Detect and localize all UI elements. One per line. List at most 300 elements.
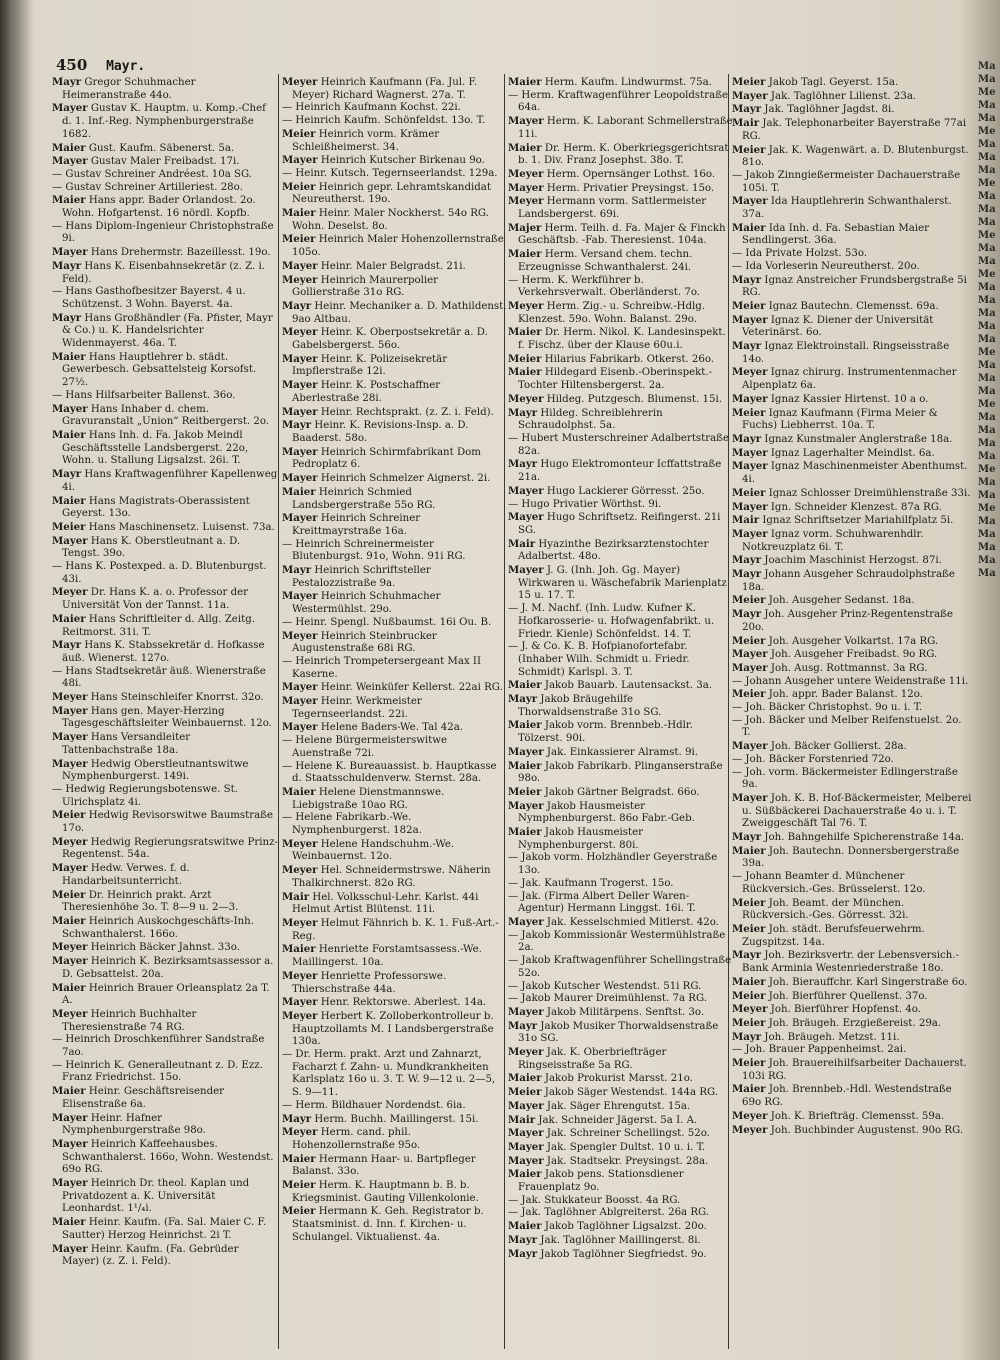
entry-details: — Joh. Bäcker Forstenried 72o.	[732, 753, 894, 765]
entry-details: Helene Handschuhm.-We. Weinbauernst. 12o.	[292, 838, 455, 863]
entry-surname: Mayr	[508, 458, 538, 471]
entry-details: — Jakob Kraftwagenführer Schellingstraße 52o.	[508, 955, 732, 979]
directory-entry	[282, 695, 508, 721]
directory-entry	[732, 393, 972, 407]
entry-details: Herm. K. Laborant Schmellerstraße 11i.	[518, 116, 733, 140]
entry-details: Heinrich Schirmfabrikant Dom Pedroplatz 6.	[292, 446, 481, 471]
directory-entry	[282, 761, 508, 786]
entry-details: — Heinr. Kutsch. Tegernseerlandst. 129a.	[282, 167, 498, 179]
directory-entry	[282, 181, 508, 207]
entry-surname: Meier	[282, 1205, 316, 1218]
entry-details: Jakob Bräugehilfe Thorwaldsenstraße 31o SG.	[518, 694, 662, 718]
directory-entry	[508, 1207, 734, 1220]
entry-details: — J. & Co. K. B. Hofpianofortefabr. (Inhaber Wilh. Schmidt u. Friedr. Schmidt) Karlspl. 3. T.	[508, 641, 690, 678]
entry-surname: Maier	[508, 826, 542, 839]
entry-details: Jakob Hausmeister Nymphenburgerst. 80i.	[518, 827, 643, 851]
entry-surname: Mayr	[732, 103, 762, 116]
entry-details: Joh. K. Briefträg. Clemensst. 59a.	[770, 1110, 945, 1122]
entry-surname: Meier	[508, 1086, 542, 1099]
entry-surname: Mayr	[732, 1030, 762, 1043]
directory-entry	[52, 351, 278, 390]
entry-surname: Mayer	[508, 1099, 544, 1112]
entry-details: Jak. K. Wagenwärt. a. D. Blutenburgst. 81o.	[742, 144, 969, 169]
directory-entry	[732, 487, 972, 501]
entry-details: Hedw. Verwes. f. d. Handarbeitsunterricht.	[62, 863, 190, 887]
edge-fragment: Me	[978, 503, 996, 514]
entry-surname: Maier	[282, 785, 316, 798]
entry-details: Hugo Lackierer Görresst. 25o.	[546, 485, 705, 497]
directory-entry	[732, 1044, 972, 1057]
entry-details: Dr. Hans K. a. o. Professor der Universität Von der Tannst. 11a.	[62, 587, 249, 612]
directory-entry	[508, 1114, 734, 1128]
directory-entry	[52, 390, 278, 403]
directory-entry	[508, 485, 734, 499]
entry-details: Ignaz Lagerhalter Meindlst. 6a.	[770, 447, 935, 459]
edge-fragment: Me	[978, 230, 996, 241]
directory-entry	[508, 1220, 734, 1234]
entry-surname: Maier	[508, 679, 542, 692]
entry-details: Hel. Volksschul-Lehr. Karlst. 44i Helmut Artist Blütenst. 11i.	[292, 891, 479, 916]
entry-details: Joh. Bahngehilfe Spicherenstraße 14a.	[764, 832, 965, 844]
directory-entry	[508, 955, 734, 980]
entry-details: Dr. Heinrich prakt. Arzt Theresienhöhe 3o. T. 8—9 u. 2—3.	[62, 889, 239, 914]
directory-entry	[508, 1127, 734, 1141]
directory-entry	[732, 594, 972, 608]
entry-surname: Maier	[732, 1083, 766, 1096]
entry-details: — Joh. Brauer Pappenheimst. 2ai.	[732, 1044, 907, 1056]
entry-surname: Maier	[508, 326, 542, 339]
directory-entry	[282, 891, 508, 917]
entry-surname: Meier	[732, 76, 766, 88]
entry-surname: Meier	[732, 486, 766, 499]
entry-surname: Mayr	[732, 273, 762, 286]
edge-fragment: Ma	[978, 217, 996, 228]
entry-surname: Maier	[52, 141, 86, 154]
entry-details: Ignaz Anstreicher Frundsbergstraße 5i RG.	[742, 274, 967, 299]
entry-details: Joachim Maschinist Herzogst. 87i.	[764, 555, 942, 567]
entry-surname: Mayer	[732, 500, 768, 513]
entry-details: Ignaz Kassier Hirtenst. 10 a o.	[770, 393, 929, 405]
directory-entry	[508, 1234, 734, 1248]
edge-fragment: Ma	[978, 308, 996, 319]
entry-surname: Mayer	[508, 1140, 544, 1153]
entry-surname: Meier	[732, 594, 766, 607]
entry-surname: Meyer	[508, 392, 544, 405]
directory-entry	[508, 458, 734, 484]
entry-surname: Mayr	[732, 340, 762, 353]
directory-entry	[52, 809, 278, 835]
entry-surname: Meyer	[508, 167, 544, 180]
entry-details: — Hubert Musterschreiner Adalbertstraße 82a.	[508, 432, 730, 457]
entry-details: — Heinrich Kaufm. Schönfeldst. 13o. T.	[282, 115, 486, 127]
directory-entry	[282, 864, 508, 890]
directory-entry	[508, 90, 734, 115]
directory-entry	[52, 731, 278, 757]
directory-entry	[732, 76, 972, 90]
directory-entry	[508, 248, 734, 274]
entry-details: Jakob Gärtner Belgradst. 66o.	[544, 786, 700, 798]
entry-details: Hildeg. Putzgesch. Blumenst. 15i.	[546, 393, 722, 405]
entry-surname: Maier	[508, 1072, 542, 1085]
directory-entry	[732, 990, 972, 1004]
entry-surname: Meyer	[52, 1007, 88, 1020]
entry-surname: Mayr	[732, 608, 762, 621]
directory-entry	[52, 286, 278, 311]
directory-entry	[732, 1017, 972, 1031]
entry-details: — Helene K. Bureauassist. b. Hauptkasse d. Staatsschuldenverw. Sternst. 28a.	[282, 760, 497, 785]
edge-fragment: Ma	[978, 490, 996, 501]
entry-details: Dr. Herm. Nikol. K. Landesinspekt. f. Fischz. über der Klause 60u.i.	[518, 327, 726, 352]
directory-entry	[732, 90, 972, 104]
entry-details: — Heinrich K. Generalleutnant z. D. Ezz. Franz Friedrichst. 15o.	[52, 1059, 263, 1084]
entry-surname: Mayer	[52, 862, 88, 875]
edge-fragment: Ma	[978, 438, 996, 449]
entry-details: Jakob vorm. Brennbeb.-Hdlr. Tölzerst. 90i.	[518, 720, 693, 745]
entry-details: Gustav Maler Freibadst. 17i.	[90, 156, 240, 168]
directory-entry	[52, 666, 278, 691]
directory-entry	[732, 648, 972, 662]
directory-entry	[732, 688, 972, 702]
directory-entry	[282, 1113, 508, 1127]
entry-details: — Hugo Privatier Wörthst. 9i.	[508, 498, 662, 510]
entry-details: Joh. Brennbeb.-Hdl. Westendstraße 69o RG.	[742, 1084, 952, 1109]
directory-entry	[508, 878, 734, 891]
entry-surname: Maier	[52, 915, 86, 927]
edge-fragment: Ma	[978, 113, 996, 124]
entry-details: Jak. Schneider Jägerst. 5a I. A.	[538, 1114, 698, 1126]
directory-entry	[508, 641, 734, 679]
entry-details: Heinr. K. Oberpostsekretär a. D. Gabelsbergerst. 56o.	[292, 327, 488, 352]
entry-surname: Mayer	[52, 1177, 88, 1190]
directory-entry	[52, 468, 278, 494]
entry-surname: Mayr	[508, 1247, 538, 1260]
entry-details: Jak. Stadtsekr. Preysingst. 28a.	[546, 1155, 709, 1167]
directory-entry	[282, 1049, 508, 1100]
directory-entry	[282, 353, 508, 379]
entry-details: Joh. Ausgeher Freibadst. 9o RG.	[770, 649, 938, 661]
entry-surname: Mayr	[508, 1019, 538, 1032]
entry-details: Hans gen. Mayer-Herzing Tagesgeschäftsleiter Weinbauernst. 12o.	[62, 705, 272, 730]
entry-details: Hermann vorm. Sattlermeister Landsbergerst. 69i.	[518, 196, 707, 221]
directory-entry	[508, 760, 734, 786]
directory-entry	[52, 982, 278, 1008]
entry-details: Herm. Kaufm. Lindwurmst. 75a.	[544, 77, 712, 88]
directory-entry	[282, 154, 508, 168]
entry-details: Ignaz Kunstmaler Anglerstraße 18a.	[764, 433, 953, 445]
entry-details: Herbert K. Zolloberkontrolleur b. Hauptzollamts M. I Landsbergerstraße 130a.	[292, 1010, 494, 1048]
directory-entry	[732, 222, 972, 248]
entry-details: Hans Magistrats-Oberassistent Geyerst. 13o.	[62, 495, 250, 520]
entry-surname: Mayer	[282, 721, 318, 734]
directory-entry	[732, 676, 972, 689]
entry-details: Jakob Säger Westendst. 144a RG.	[544, 1087, 719, 1099]
edge-fragment: Ma	[978, 542, 996, 553]
entry-details: — Hans Diplom-Ingenieur Christophstraße 9i.	[52, 220, 274, 245]
entry-surname: Mayer	[52, 955, 88, 968]
directory-entry	[508, 393, 734, 407]
directory-entry	[282, 1100, 508, 1113]
entry-details: Jak. Taglöhner Jagdst. 8i.	[764, 104, 895, 116]
directory-entry	[732, 366, 972, 392]
entry-surname: Mayr	[732, 949, 762, 962]
directory-entry	[52, 102, 278, 141]
entry-details: Johann Ausgeher Schraudolphstraße 18a.	[742, 569, 955, 593]
entry-details: Heinrich Schuhmacher Westermühlst. 29o.	[292, 591, 441, 616]
directory-column-2	[282, 76, 508, 1346]
directory-entry	[508, 76, 734, 90]
entry-details: — Jakob Kutscher Westendst. 51i RG.	[508, 980, 702, 992]
directory-entry	[282, 233, 508, 259]
directory-entry	[508, 693, 734, 719]
directory-entry	[508, 564, 734, 603]
entry-surname: Meier	[508, 785, 542, 798]
entry-surname: Meier	[732, 299, 766, 312]
entry-details: Hedwig Revisorswitwe Baumstraße 17o.	[62, 810, 274, 835]
edge-fragment: Me	[978, 126, 996, 137]
entry-surname: Maier	[52, 981, 86, 994]
entry-details: — Helene Fabrikarb.-We. Nymphenburgerst. 182a.	[282, 812, 422, 837]
entry-surname: Mayer	[732, 648, 768, 661]
entry-surname: Meier	[732, 634, 766, 647]
entry-surname: Mayr	[508, 406, 538, 419]
entry-details: Heinr. K. Polizeisekretär Impflerstraße 12i.	[292, 353, 448, 378]
entry-details: Ignaz chirurg. Instrumentenmacher Alpenplatz 6a.	[742, 367, 957, 392]
entry-details: — Jak. Taglöhner Ablgreiterst. 26a RG.	[508, 1207, 710, 1219]
directory-entry	[52, 1138, 278, 1177]
entry-surname: Mair	[282, 890, 310, 903]
edge-fragment: Ma	[978, 204, 996, 215]
entry-details: — Heinrich Kaufmann Kochst. 22i.	[282, 102, 461, 114]
entry-surname: Mayer	[508, 1127, 544, 1140]
directory-entry	[732, 1003, 972, 1017]
entry-details: J. G. (Inh. Joh. Gg. Mayer) Wirkwaren u. Wäschefabrik Marienplatz 15 u. 17. T.	[518, 565, 727, 602]
directory-entry	[732, 1031, 972, 1045]
entry-details: Heinr. Weinküfer Kellerst. 22ai RG.	[320, 682, 503, 694]
entry-surname: Maier	[508, 1168, 542, 1181]
entry-surname: Meier	[732, 923, 766, 935]
entry-surname: Mayr	[732, 568, 762, 581]
entry-surname: Maier	[52, 350, 86, 363]
directory-entry	[508, 366, 734, 392]
directory-entry	[52, 586, 278, 612]
directory-entry	[52, 169, 278, 182]
directory-entry	[282, 326, 508, 352]
entry-surname: Maier	[52, 612, 86, 625]
entry-surname: Meyer	[282, 629, 318, 642]
entry-details: — Heinrich Trompetersergeant Max II Kaserne.	[282, 655, 481, 680]
directory-entry	[282, 1179, 508, 1205]
entry-surname: Mayer	[282, 512, 318, 525]
directory-entry	[52, 561, 278, 586]
directory-entry	[508, 930, 734, 955]
directory-entry	[732, 767, 972, 792]
entry-surname: Maier	[282, 943, 316, 956]
entry-surname: Meier	[282, 233, 316, 246]
directory-entry	[282, 300, 508, 326]
entry-surname: Mayer	[282, 472, 318, 485]
directory-entry	[508, 1195, 734, 1208]
directory-entry	[732, 702, 972, 715]
entry-surname: Meyer	[732, 1123, 768, 1136]
entry-surname: Mayr	[508, 693, 538, 706]
entry-details: Hilarius Fabrikarb. Otkerst. 26o.	[544, 353, 715, 365]
entry-details: Ida Hauptlehrerin Schwanthalerst. 37a.	[742, 196, 952, 221]
edge-fragment: Ma	[978, 360, 996, 371]
entry-details: Joh. Bautechn. Donnersbergerstraße 39a.	[742, 845, 960, 870]
edge-fragment: Ma	[978, 451, 996, 462]
entry-details: Ignaz Bautechn. Clemensst. 69a.	[768, 300, 939, 312]
entry-surname: Mayer	[282, 695, 318, 708]
entry-details: Heinrich Kaufmann (Fa. Jul. F. Meyer) Richard Wagnerst. 27a. T.	[292, 77, 478, 101]
entry-surname: Meyer	[282, 917, 318, 929]
entry-details: Jakob Taglöhner Siegfriedst. 9o.	[540, 1248, 707, 1260]
entry-surname: Mayer	[508, 511, 544, 524]
entry-details: Hans Drehermstr. Bazeillesst. 19o.	[90, 247, 271, 259]
entry-surname: Mair	[732, 514, 760, 527]
directory-entry	[508, 1020, 734, 1046]
entry-surname: Maier	[52, 1216, 86, 1229]
entry-surname: Meyer	[732, 366, 768, 379]
entry-surname: Mayer	[732, 392, 768, 405]
directory-entry	[732, 117, 972, 143]
directory-entry	[732, 1083, 972, 1109]
entry-surname: Meyer	[508, 1046, 544, 1059]
directory-entry	[282, 486, 508, 512]
entry-details: Gregor Schuhmacher Heimeranstraße 44o.	[62, 77, 196, 101]
entry-details: Hedwig Regierungsratswitwe Prinz-Regentenst. 54a.	[62, 836, 278, 861]
entry-details: Jak. Spengler Dultst. 10 u. i. T.	[546, 1141, 706, 1153]
entry-details: Ignaz Maschinenmeister Abenthumst. 4i.	[742, 461, 968, 486]
entry-details: — Jak. (Firma Albert Deller Waren-Agentur) Hermann Linggst. 16i. T.	[508, 890, 696, 915]
entry-details: Jakob pens. Stationsdiener Frauenplatz 9o.	[518, 1169, 684, 1194]
entry-details: Hildeg. Schreiblehrerin Schraudolphst. 5a.	[518, 407, 663, 432]
directory-entry	[52, 705, 278, 731]
directory-entry	[508, 353, 734, 367]
directory-entry	[732, 608, 972, 634]
edge-fragment: Ma	[978, 334, 996, 345]
directory-entry	[508, 746, 734, 760]
entry-surname: Mayer	[732, 460, 768, 473]
entry-surname: Meier	[52, 520, 86, 533]
entry-details: Hans Maschinensetz. Luisenst. 73a.	[88, 521, 275, 533]
directory-entry	[282, 721, 508, 735]
directory-entry	[508, 1248, 734, 1262]
directory-entry	[282, 617, 508, 630]
directory-column-1	[52, 76, 278, 1346]
directory-entry	[508, 852, 734, 877]
directory-entry	[52, 403, 278, 429]
directory-entry	[508, 275, 734, 300]
entry-details: Jak. Säger Ehrengutst. 15a.	[546, 1100, 691, 1112]
entry-surname: Mayer	[732, 791, 768, 804]
entry-details: Ignaz K. Diener der Universität Veterinärst. 6o.	[742, 314, 934, 339]
directory-entry	[732, 976, 972, 990]
entry-surname: Mayer	[52, 757, 88, 770]
directory-entry	[732, 845, 972, 871]
entry-surname: Mayer	[508, 745, 544, 758]
entry-details: Herm. Teilh. d. Fa. Majer & Finckh Geschäftsb. -Fab. Theresienst. 104a.	[518, 222, 726, 247]
entry-surname: Mayr	[52, 468, 82, 481]
edge-fragment: Ma	[978, 568, 996, 579]
entry-details: Herm. Buchh. Maillingerst. 15i.	[314, 1113, 479, 1125]
entry-details: Heinrich Kutscher Birkenau 9o.	[320, 155, 485, 167]
entry-surname: Meyer	[282, 837, 318, 850]
directory-entry	[732, 740, 972, 754]
directory-entry	[52, 955, 278, 981]
entry-details: Herm. Zig.- u. Schreibw.-Hdlg. Klenzest. 59o. Wohn. Balanst. 29o.	[518, 300, 706, 325]
entry-details: Hans Inh. d. Fa. Jakob Meindl Geschäftsstelle Landsbergerst. 22o, Wohn. u. Stallung Ligsalzst. 26i. T.	[62, 429, 249, 467]
entry-details: Jak. K. Oberbriefträger Ringseisstraße 5a RG.	[518, 1047, 667, 1071]
directory-entry	[282, 512, 508, 538]
entry-surname: Mayer	[52, 731, 88, 744]
entry-details: — Jakob vorm. Holzhändler Geyerstraße 13o.	[508, 852, 718, 877]
directory-entry	[282, 446, 508, 472]
entry-surname: Mayr	[732, 831, 762, 844]
directory-entry	[282, 656, 508, 681]
directory-entry	[282, 260, 508, 274]
directory-entry	[282, 1010, 508, 1049]
entry-surname: Maier	[52, 494, 86, 507]
entry-details: Heinrich Schmied Landsbergerstraße 55o RG.	[292, 486, 436, 511]
entry-surname: Mayer	[732, 446, 768, 459]
entry-details: Heinr. Kaufm. (Fa. Gebrüder Mayer) (z. Z. i. Feld).	[62, 1243, 239, 1268]
entry-details: Hans Kraftwagenführer Kapellenweg 4i.	[62, 469, 278, 493]
entry-surname: Meier	[732, 406, 766, 419]
entry-surname: Mayr	[732, 432, 762, 445]
directory-entry	[52, 613, 278, 639]
directory-entry	[732, 528, 972, 554]
directory-entry	[508, 222, 734, 248]
edge-fragment: Ma	[978, 321, 996, 332]
entry-surname: Meyer	[732, 1109, 768, 1122]
entry-details: Joh. Bierführer Hopfenst. 4o.	[770, 1004, 921, 1016]
entry-surname: Mayer	[732, 527, 768, 540]
edge-fragment: Ma	[978, 139, 996, 150]
entry-details: — Herm. Kraftwagenführer Leopoldstraße 64a.	[508, 89, 729, 114]
edge-fragment: Ma	[978, 282, 996, 293]
entry-details: Heinrich Schriftsteller Pestalozzistraße 9a.	[292, 565, 431, 589]
entry-details: Joh. Bäcker Gollierst. 28a.	[770, 741, 907, 753]
directory-entry	[508, 195, 734, 221]
edge-fragment: Ma	[978, 256, 996, 267]
directory-entry	[508, 826, 734, 852]
entry-surname: Meier	[52, 888, 86, 901]
entry-surname: Mayer	[282, 405, 318, 418]
entry-details: Helmut Fähnrich b. K. 1. Fuß-Art.-Reg.	[292, 918, 499, 942]
entry-surname: Meier	[732, 1016, 766, 1029]
directory-entry	[52, 639, 278, 665]
entry-details: Hedwig Oberstleutnantswitwe Nymphenburgerst. 149i.	[62, 758, 249, 783]
directory-entry	[508, 679, 734, 693]
entry-surname: Mayr	[282, 1112, 312, 1125]
entry-details: Herm. Opernsänger Lothst. 16o.	[546, 168, 716, 180]
directory-entry	[282, 1205, 508, 1244]
entry-details: Heinr. Hafner Nymphenburgerstraße 98o.	[62, 1112, 206, 1137]
edge-fragment: Me	[978, 347, 996, 358]
entry-surname: Maier	[52, 428, 86, 441]
directory-entry	[732, 568, 972, 594]
entry-details: Joh. Bräugeh. Erzgießereist. 29a.	[768, 1017, 942, 1029]
entry-surname: Meier	[282, 180, 316, 193]
entry-surname: Mayer	[732, 89, 768, 102]
entry-details: — Joh. vorm. Bäckermeister Edlingerstraße 9a.	[732, 766, 958, 791]
directory-entry	[282, 274, 508, 300]
directory-entry	[52, 429, 278, 468]
entry-details: Ignaz Elektroinstall. Ringseisstraße 14o.	[742, 341, 950, 365]
entry-details: Hyazinthe Bezirksarztenstochter Adalbertst. 48o.	[518, 538, 709, 563]
entry-details: Hildegard Eisenb.-Oberinspekt.-Tochter Hiltensbergerst. 2a.	[518, 367, 713, 392]
directory-entry	[508, 1046, 734, 1072]
